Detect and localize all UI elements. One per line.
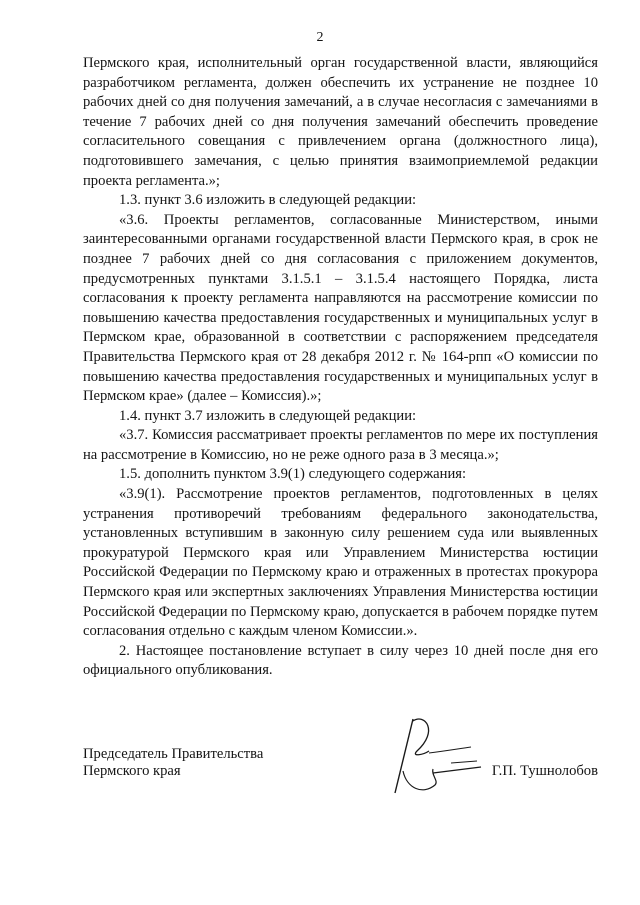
signature-block	[83, 746, 598, 806]
paragraph: «3.6. Проекты регламентов, согласованные Министерством, иными заинтересованными органами государственной власти Пермского края, в срок не позднее 7 рабочих дней со дня согласования с приложением документов, предусмотренных пунктами 3.1.5.1 – 3.1.5.4 настоящего Порядка, листа согласования к проекту регламента направляются на рассмотрение комиссии по повышению качества предоставления государственных и муниципальных услуг в Пермском крае, образованной в соответствии с распоряжением председателя Правительства Пермского края от 28 декабря 2012 г. № 164-рпп «О комиссии по повышению качества предоставления государственных и муниципальных услуг в Пермском крае» (далее – Комиссия).»;	[83, 211, 598, 405]
page-number: 2	[316, 30, 324, 45]
paragraph: «3.7. Комиссия рассматривает проекты регламентов по мере их поступления на рассмотрение в Комиссию, но не реже одного раза в 3 месяца.»;	[83, 427, 598, 463]
signer-position	[83, 746, 263, 780]
signer-position-line: Пермского края	[83, 763, 181, 779]
document-body	[83, 54, 598, 681]
paragraph: 1.5. дополнить пунктом 3.9(1) следующего содержания:	[119, 466, 467, 483]
signer-name: Г.П. Тушнолобов	[491, 763, 598, 779]
paragraph: 2. Настоящее постановление вступает в силу через 10 дней после дня его официального опубликования.	[83, 642, 598, 679]
paragraph: «3.9(1). Рассмотрение проектов регламентов, подготовленных в целях устранения противоречий требованиям федерального законодательства, установленных вступившим в законную силу решением суда или выявленных прокуратурой Пермского края или Управлением Министерства юстиции Российской Федерации по Пермскому краю и отраженных в протестах прокурора Пермского края или экспертных заключениях Управления Министерства юстиции Российской Федерации по Пермскому краю, допускается в рабочем порядке путем согласования отдельно с каждым членом Комиссии.».	[83, 486, 598, 640]
paragraph: 1.3. пункт 3.6 изложить в следующей редакции:	[119, 192, 417, 209]
handwritten-signature	[373, 711, 503, 801]
signer-position-line: Председатель Правительства	[83, 746, 264, 762]
paragraph: 1.4. пункт 3.7 изложить в следующей редакции:	[119, 407, 417, 424]
paragraph: Пермского края, исполнительный орган государственной власти, являющийся разработчиком регламента, должен обеспечить их устранение не позднее 10 рабочих дней со дня получения замечаний, а в случае несогласия с замечаниями в течение 7 рабочих дней со дня получения замечаний обеспечить проведение согласительного совещания с привлечением органа (должностного лица), подготовившего замечания, с целью принятия взаимоприемлемой редакции проекта регламента.»;	[83, 55, 598, 189]
